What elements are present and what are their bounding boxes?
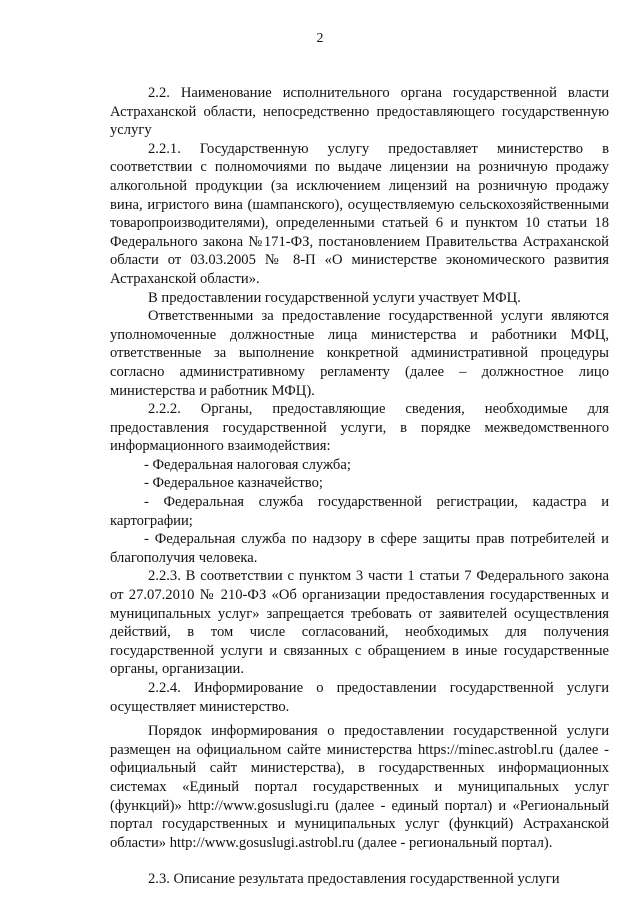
- list-item: - Федеральная налоговая служба;: [144, 456, 351, 473]
- paragraph-informing-procedure: Порядок информирования о предоставлении государственной услуги размещен на официальном сайте министерства https://minec.astrobl.ru (далее - официальный сайт министерства), в государственных информационных системах «Единый портал государственных и муниципальных услуг (функций)» http://www.gosuslugi.ru (далее - единый портал) и «Региональный портал государственных и муниципальных услуг (функций) Астраханской области» http://www.gosuslugi.astrobl.ru (далее - региональный портал).: [110, 723, 609, 851]
- list-item: - Федеральная служба по надзору в сфере защиты прав потребителей и благополучия человека.: [110, 531, 609, 566]
- section-2-3-heading: 2.3. Описание результата предоставления государственной услуги: [148, 871, 560, 888]
- paragraph-2-2-3: 2.2.3. В соответствии с пунктом 3 части 1 статьи 7 Федерального закона от 27.07.2010 № 210-ФЗ «Об организации предоставления государственных и муниципальных услуг» запрещается требовать от заявителей осуществления действий, в том числе согласований, необходимых для получения государственной услуги и связанных с обращением в иные государственные органы, организации.: [110, 568, 609, 678]
- paragraph-responsible-persons: Ответственными за предоставление государственной услуги являются уполномоченные должностные лица министерства и работники МФЦ, ответственные за выполнение конкретной административной процедуры согласно административному регламенту (далее – должностное лицо министерства и работник МФЦ).: [110, 308, 609, 399]
- section-2-2-heading: 2.2. Наименование исполнительного органа государственной власти Астраханской области, непосредственно предоставляющего государственную услугу: [110, 85, 609, 139]
- paragraph-2-2-2: 2.2.2. Органы, предоставляющие сведения, необходимые для предоставления государственной услуги, в порядке межведомственного информационного взаимодействия:: [110, 401, 609, 455]
- list-item: - Федеральная служба государственной регистрации, кадастра и картографии;: [110, 494, 609, 529]
- page-number: 2: [316, 31, 324, 46]
- list-item: - Федеральное казначейство;: [144, 475, 323, 492]
- document-body: [110, 84, 609, 889]
- paragraph-mfc-participation: В предоставлении государственной услуги участвует МФЦ.: [148, 289, 521, 306]
- paragraph-2-2-4: 2.2.4. Информирование о предоставлении государственной услуги осуществляет министерство.: [110, 680, 609, 715]
- paragraph-2-2-1: 2.2.1. Государственную услугу предоставляет министерство в соответствии с полномочиями по выдаче лицензии на розничную продажу алкогольной продукции (за исключением лицензий на розничную продажу вина, игристого вина (шампанского), осуществляемую сельскохозяйственными товаропроизводителями), определенными статьей 6 и пунктом 10 статьи 18 Федерального закона №171-ФЗ, постановлением Правительства Астраханской области от 03.03.2005 № 8-П «О министерстве экономического развития Астраханской области».: [110, 140, 609, 287]
